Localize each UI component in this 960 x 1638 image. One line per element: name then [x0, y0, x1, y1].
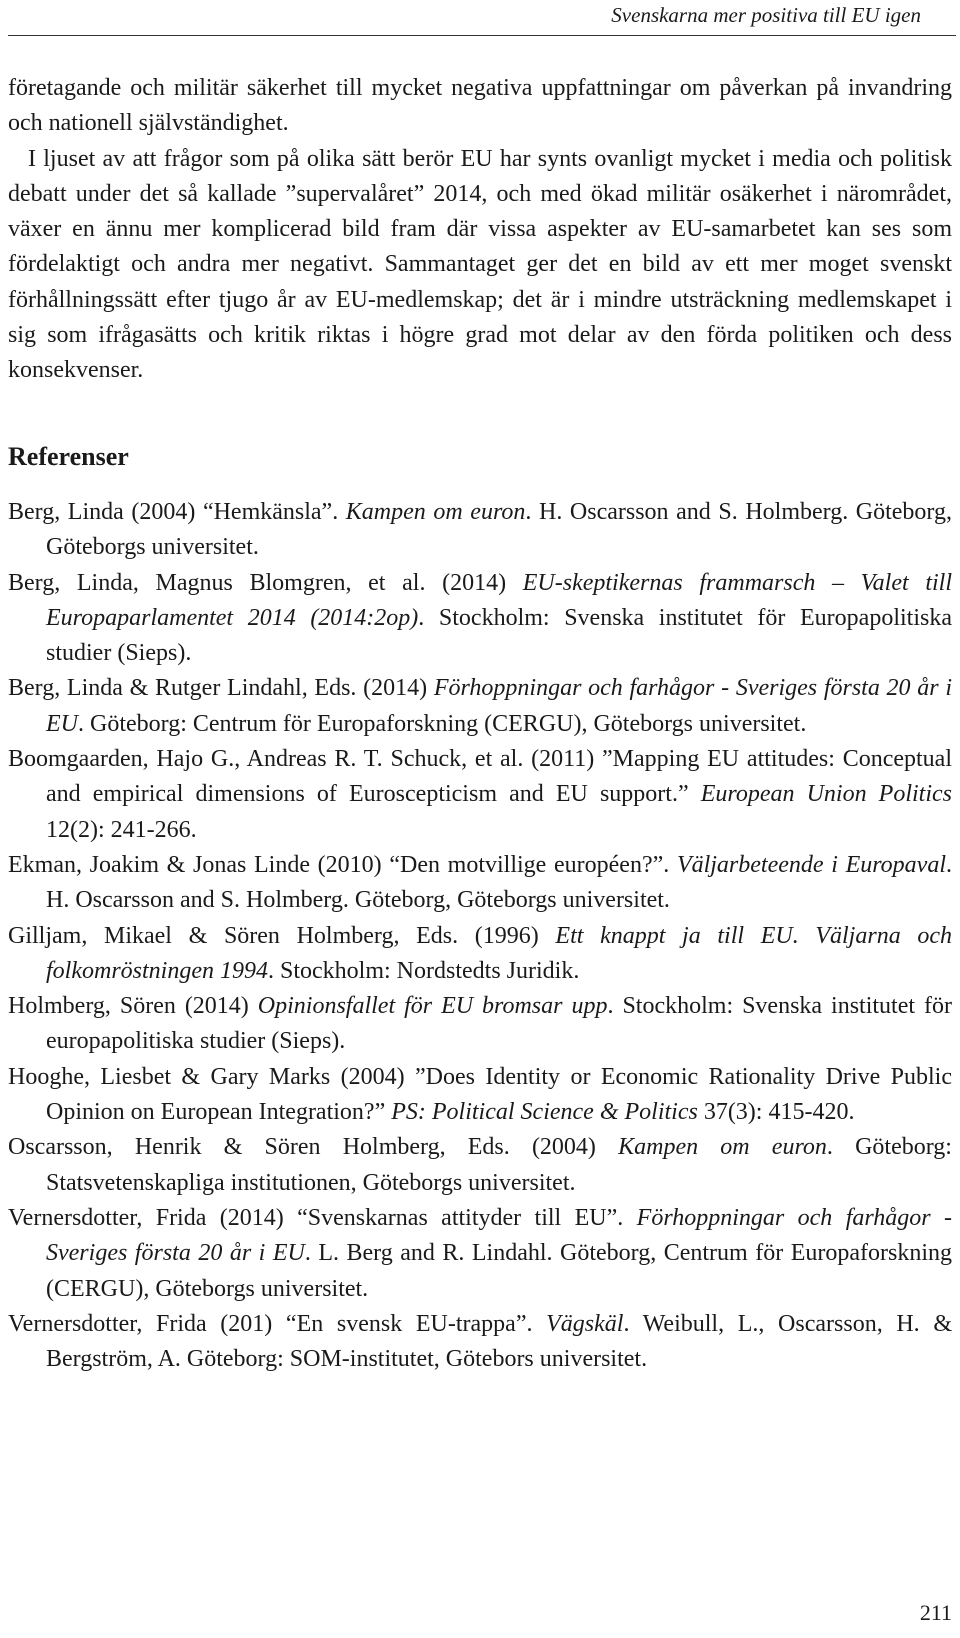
header-rule: [8, 35, 956, 36]
reference-item: [8, 671, 952, 742]
reference-author: Berg, Linda (2004) “Hemkänsla”.: [8, 499, 346, 525]
reference-publisher: . Göteborg: Statsvetenskapliga institutionen, Göteborgs universitet.: [46, 1134, 952, 1196]
reference-publisher: . Stockholm: Nordstedts Juridik.: [268, 957, 580, 984]
reference-item: [8, 1307, 952, 1378]
reference-author: Berg, Linda, Magnus Blomgren, et al. (2014): [8, 569, 523, 596]
reference-publisher: . Göteborg: Centrum för Europaforskning (CERGU), Göteborgs universitet.: [78, 710, 807, 737]
paragraph-1: företagande och militär säkerhet till mycket negativa uppfattningar om påverkan på invandring och nationell självständighet.: [8, 75, 952, 137]
reference-author: Berg, Linda & Rutger Lindahl, Eds. (2014): [8, 675, 434, 702]
reference-publisher: . Stockholm: Svenska institutet för Europapolitiska studier (Sieps).: [46, 604, 952, 667]
reference-title: Kampen om euron: [618, 1134, 827, 1161]
paragraph-2: I ljuset av att frågor som på olika sätt berör EU har synts ovanligt mycket i media och politisk debatt under det så kallade ”supervalåret” 2014, och med ökad militär osäkerhet i närområdet, växer en ännu mer komplicerad bild fram där vissa aspekter av EU-samarbetet kan ses som fördelaktigt och andra mer negativt. Sammantaget ger det en bild av ett mer moget svenskt förhållningssätt efter tjugo år av EU-medlemskap; det är i mindre utsträckning medlemskapet i sig som ifrågasätts och kritik riktas i högre grad mot delar av den förda politiken och dess konsekvenser.: [8, 145, 952, 384]
running-header-title: Svenskarna mer positiva till EU igen: [611, 3, 921, 27]
reference-title: Kampen om euron: [345, 499, 526, 525]
reference-title: PS: Political Science & Politics: [391, 1099, 698, 1126]
reference-item: [8, 989, 952, 1060]
reference-publisher: . H. Oscarsson and S. Holmberg. Göteborg, Göteborgs universitet.: [46, 499, 952, 561]
reference-title: Förhoppningar och farhågor - Sveriges första 20 år i EU: [46, 675, 952, 737]
reference-author: Oscarsson, Henrik & Sören Holmberg, Eds. (2004): [8, 1134, 619, 1161]
reference-item: [8, 848, 952, 919]
reference-title: EU-skeptikernas frammarsch – Valet till Europaparlamentet 2014 (2014:2op): [46, 569, 952, 631]
reference-author: Hooghe, Liesbet & Gary Marks (2004) ”Does Identity or Economic Rationality Drive Public Opinion on European Integration?”: [8, 1063, 952, 1126]
references-list: [8, 495, 952, 1377]
reference-title: Vägskäl: [546, 1310, 624, 1337]
reference-publisher: . Stockholm: Svenska institutet för europapolitiska studier (Sieps).: [46, 993, 953, 1055]
page-number: 211: [919, 1600, 952, 1625]
reference-author: Gilljam, Mikael & Sören Holmberg, Eds. (1996): [8, 922, 556, 949]
reference-publisher: . H. Oscarsson and S. Holmberg. Göteborg, Göteborgs universitet.: [46, 851, 953, 914]
reference-title: Väljarbeteende i Europaval: [676, 851, 947, 878]
reference-item: [8, 1130, 952, 1201]
reference-author: Boomgaarden, Hajo G., Andreas R. T. Schuck, et al. (2011) ”Mapping EU attitudes: Conceptual and empirical dimensions of Euroscepticism and EU support.”: [8, 746, 952, 808]
reference-author: Ekman, Joakim & Jonas Linde (2010) “Den motvillige européen?”.: [8, 851, 677, 878]
reference-title: Förhoppningar och farhågor - Sveriges första 20 år i EU: [46, 1204, 952, 1267]
reference-item: [8, 1060, 952, 1131]
reference-item: [8, 919, 952, 990]
reference-author: Holmberg, Sören (2014): [8, 993, 258, 1020]
reference-publisher: . L. Berg and R. Lindahl. Göteborg, Centrum för Europaforskning (CERGU), Göteborgs universitet.: [46, 1240, 952, 1302]
reference-title: Opinionsfallet för EU bromsar upp: [257, 993, 608, 1020]
references-heading: Referenser: [8, 442, 129, 471]
reference-item: [8, 742, 952, 848]
reference-item: [8, 495, 952, 566]
reference-title: European Union Politics: [700, 781, 952, 808]
reference-author: Vernersdotter, Frida (201) “En svensk EU-trappa”.: [8, 1310, 547, 1337]
body-text: [8, 71, 952, 389]
reference-publisher: . Weibull, L., Oscarsson, H. & Bergström, A. Göteborg: SOM-institutet, Götebors universitet.: [46, 1310, 952, 1373]
reference-item: [8, 566, 952, 672]
reference-publisher: 12(2): 241-266.: [46, 816, 197, 843]
reference-title: Ett knappt ja till EU. Väljarna och folkomröstningen 1994: [46, 922, 952, 984]
reference-publisher: 37(3): 415-420.: [697, 1099, 855, 1126]
reference-item: [8, 1201, 952, 1307]
reference-author: Vernersdotter, Frida (2014) “Svenskarnas attityder till EU”.: [8, 1204, 637, 1231]
